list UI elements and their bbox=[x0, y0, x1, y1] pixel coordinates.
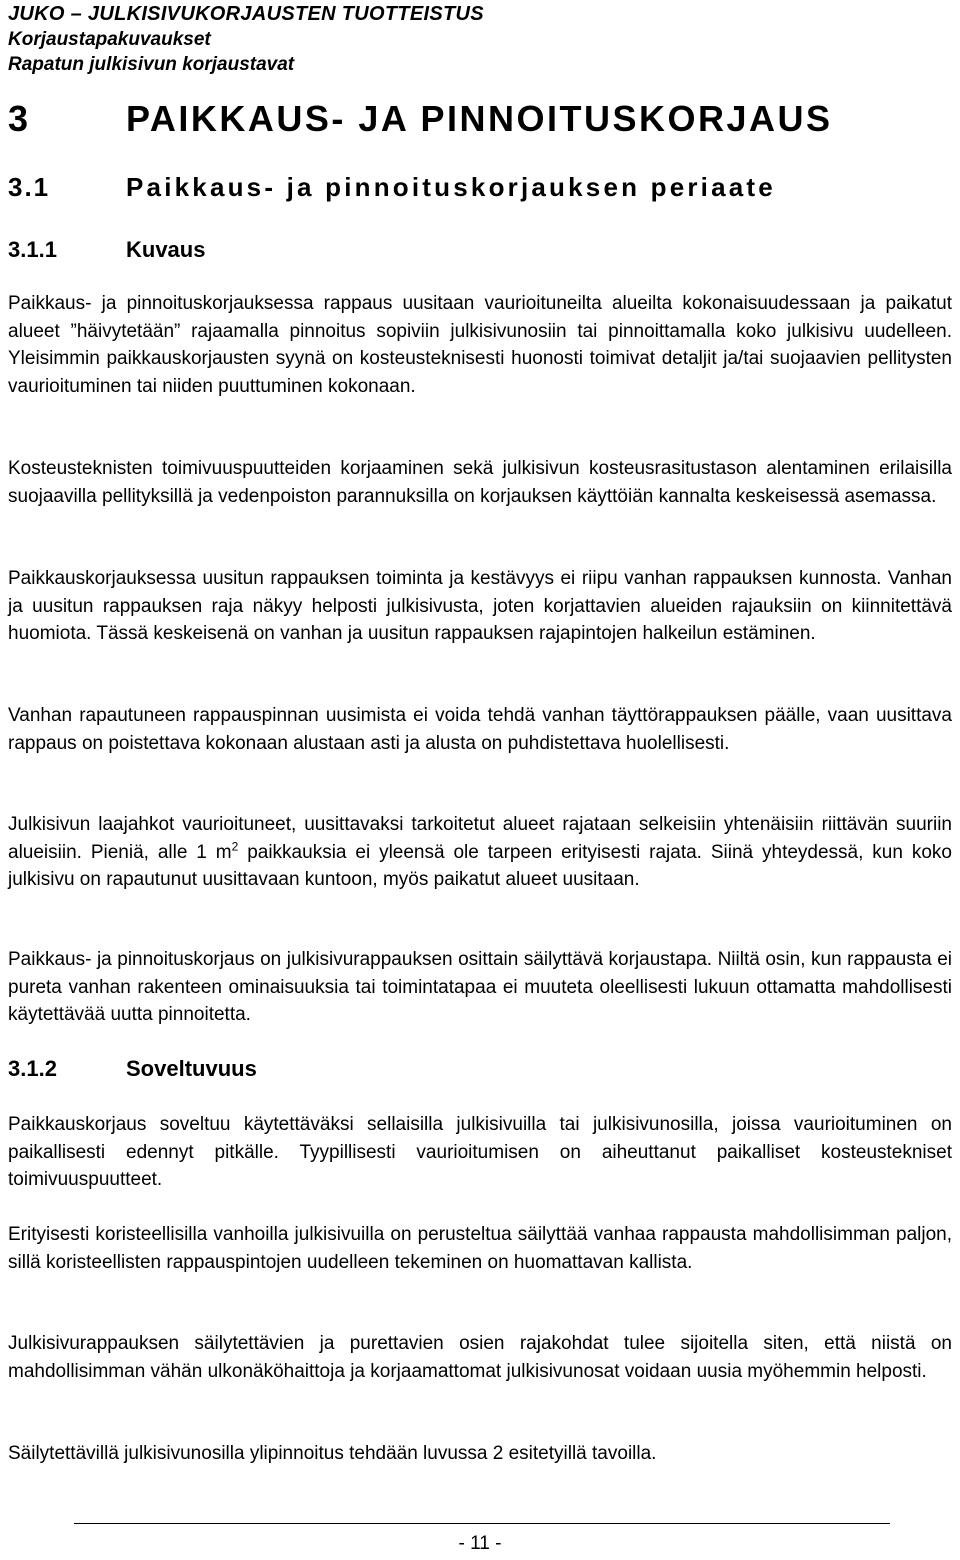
section-title: Paikkaus- ja pinnoituskorjauksen periaate bbox=[126, 172, 776, 202]
chapter-number: 3 bbox=[8, 98, 31, 139]
running-header bbox=[8, 2, 484, 77]
header-section-title: Rapatun julkisivun korjaustavat bbox=[8, 54, 295, 75]
body-paragraph: Kosteusteknisten toimivuuspuutteiden korjaaminen sekä julkisivun kosteusrasitustason alentaminen erilaisilla suojaavilla pellityksillä ja vedenpoiston parannuksilla on korjauksen käyttöiän kannalta keskeisessä asemassa. bbox=[8, 458, 952, 507]
body-paragraph: Julkisivurappauksen säilytettävien ja purettavien osien rajakohdat tulee sijoitella siten, että niistä on mahdollisimman vähän ulkonäköhaittoja ja korjaamattomat julkisivunosat voidaan uusia myöhemmin helposti. bbox=[8, 1333, 952, 1382]
subsection-number: 3.1.2 bbox=[8, 1056, 57, 1081]
header-project-title: JUKO – JULKISIVUKORJAUSTEN TUOTTEISTUS bbox=[8, 3, 484, 25]
section-heading bbox=[8, 172, 776, 203]
chapter-title: PAIKKAUS- JA PINNOITUSKORJAUS bbox=[126, 98, 833, 139]
footer-divider bbox=[74, 1523, 890, 1524]
body-paragraph: Paikkauskorjaus soveltuu käytettäväksi sellaisilla julkisivuilla tai julkisivunosilla, joissa vaurioituminen on paikallisesti edennyt pitkälle. Tyypillisesti vaurioitumisen on aiheuttanut paikalliset kosteustekniset toimivuuspuutteet. bbox=[8, 1114, 952, 1190]
subsection-title: Kuvaus bbox=[126, 237, 206, 262]
chapter-heading bbox=[8, 98, 833, 140]
subsection-heading-soveltuvuus bbox=[8, 1056, 257, 1082]
body-paragraph bbox=[8, 811, 952, 894]
superscript: 2 bbox=[231, 839, 239, 854]
section-number: 3.1 bbox=[8, 172, 51, 202]
body-paragraph: Erityisesti koristeellisilla vanhoilla julkisivuilla on perusteltua säilyttää vanhaa rappausta mahdollisimman paljon, sillä koristeellisten rappauspintojen uudelleen tekeminen on huomattavan kallista. bbox=[8, 1224, 952, 1273]
body-paragraph: Paikkaus- ja pinnoituskorjauksessa rappaus uusitaan vaurioituneilta alueilta kokonaisuudessaan ja paikatut alueet ”häivytetään” rajaamalla pinnoitus sopiviin julkisivunosiin tai pinnoittamalla koko julkisivu uudelleen. Yleisimmin paikkauskorjausten syynä on kosteusteknisesti huonosti toimivat detaljit ja/tai suojaavien pellitysten vaurioituminen tai niiden puuttuminen kokonaan. bbox=[8, 293, 952, 397]
subsection-number: 3.1.1 bbox=[8, 237, 57, 262]
body-paragraph: Paikkauskorjauksessa uusitun rappauksen toiminta ja kestävyys ei riipu vanhan rappauksen kunnosta. Vanhan ja uusitun rappauksen raja näkyy helposti julkisivusta, joten korjattavien alueiden rajauksiin on kiinnitettävä huomiota. Tässä keskeisenä on vanhan ja uusitun rappauksen rajapintojen halkeilun estäminen. bbox=[8, 568, 952, 644]
body-paragraph: Paikkaus- ja pinnoituskorjaus on julkisivurappauksen osittain säilyttävä korjaustapa. Niiltä osin, kun rappausta ei pureta vanhan rakenteen ominaisuuksia tai toimintatapaa ei muuteta oleellisesti lukuun ottamatta mahdollisesti käytettävää uutta pinnoitetta. bbox=[8, 949, 952, 1025]
subsection-heading-kuvaus bbox=[8, 237, 205, 263]
paragraph-text: paikkauksia ei yleensä ole tarpeen erityisesti rajata. Siinä yhteydessä, kun koko julkisivu on rapautunut uusittavaan kuntoon, myös paikatut alueet uusitaan. bbox=[8, 841, 952, 890]
paragraph-text: Julkisivun laajahkot vaurioituneet, uusittavaksi tarkoitetut alueet rajataan selkeisiin yhtenäisiin riittävän suuriin alueisiin. Pieniä, alle 1 m bbox=[8, 814, 952, 863]
header-document-title: Korjaustapakuvaukset bbox=[8, 29, 211, 50]
page-number: - 11 - bbox=[458, 1533, 502, 1554]
body-paragraph: Vanhan rapautuneen rappauspinnan uusimista ei voida tehdä vanhan täyttörappauksen päälle, vaan uusittava rappaus on poistettava kokonaan alustaan asti ja alusta on puhdistettava huolellisesti. bbox=[8, 705, 952, 754]
subsection-title: Soveltuvuus bbox=[126, 1056, 257, 1081]
body-paragraph: Säilytettävillä julkisivunosilla ylipinnoitus tehdään luvussa 2 esitetyillä tavoilla. bbox=[8, 1443, 657, 1464]
